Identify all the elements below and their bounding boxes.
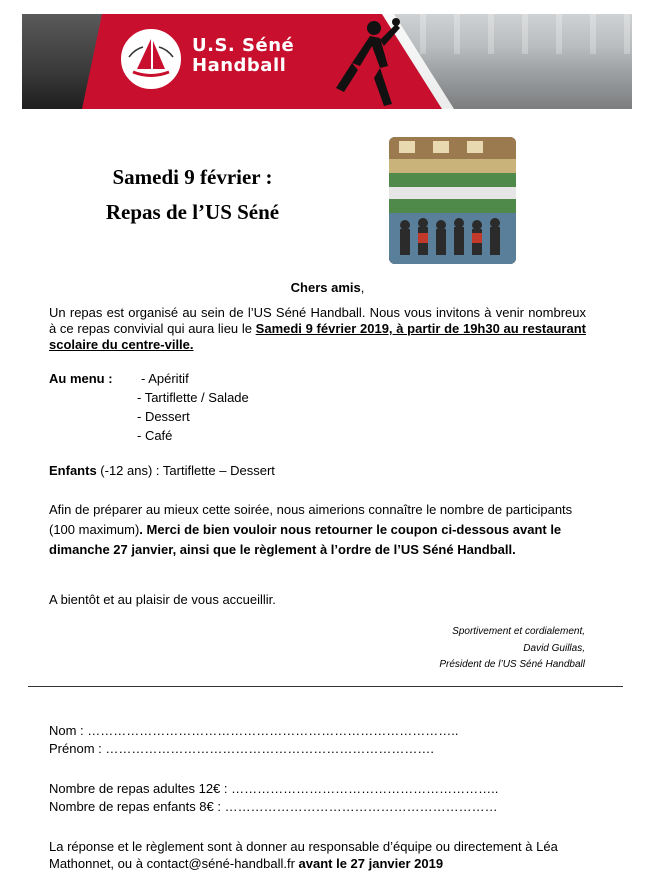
- form-prenom: Prénom : ………………………………………………………………….: [49, 741, 434, 756]
- logo-line1: U.S. Séné: [192, 35, 295, 56]
- form-child-meals: Nombre de repas enfants 8€ : ………………………………………………………: [49, 799, 498, 814]
- greeting: Chers amis,: [290, 280, 365, 295]
- club-name-logo: [192, 36, 294, 76]
- signature-line2: David Guillas,: [523, 643, 585, 654]
- signature-line3: Président de l’US Séné Handball: [439, 659, 585, 670]
- closing-line: A bientôt et au plaisir de vous accueillir.: [49, 592, 276, 607]
- signature-line1: Sportivement et cordialement,: [452, 626, 585, 637]
- menu-label: Au menu :: [49, 371, 113, 386]
- children-menu: Enfants (-12 ans) : Tartiflette – Dessert: [49, 463, 275, 478]
- page-title-line1: Samedi 9 février :: [112, 165, 273, 189]
- player-silhouette-icon: [322, 18, 402, 108]
- menu-item: - Apéritif: [141, 371, 189, 386]
- coupon-divider: [28, 686, 623, 687]
- club-logo-icon: [118, 26, 184, 92]
- menu-item: - Dessert: [137, 409, 190, 424]
- participation-paragraph: Afin de préparer au mieux cette soirée, nous aimerions connaître le nombre de participants (100 maximum). Merci de bien vouloir nous retourner le coupon ci-dessous avant le dimanche 27 janvier, ainsi que le règlement à l’ordre de l’US Séné Handball.: [49, 502, 573, 557]
- form-nom: Nom : …………………………………………………………………………..: [49, 723, 459, 738]
- page-title-line2: Repas de l’US Séné: [105, 200, 280, 224]
- form-adult-meals: Nombre de repas adultes 12€ : ……………………………………………………..: [49, 781, 499, 796]
- menu-item: - Café: [137, 428, 173, 443]
- final-paragraph: La réponse et le règlement sont à donner au responsable d’équipe ou directement à Léa Mathonnet, ou à contact@séné-handball.fr avant le 27 janvier 2019: [49, 839, 558, 871]
- menu-item: - Tartiflette / Salade: [137, 390, 249, 405]
- intro-paragraph: Un repas est organisé au sein de l’US Séné Handball. Nous vous invitons à venir nombreux à ce repas convivial qui aura lieu le Samedi 9 février 2019, à partir de 19h30 au restaurant scolaire du centre-ville.: [49, 305, 586, 352]
- header-banner: [22, 14, 632, 109]
- logo-line2: Handball: [192, 55, 287, 76]
- event-date-highlight: Samedi 9 février 2019, à partir de 19h30 au restaurant scolaire du centre-ville.: [49, 321, 586, 352]
- dinner-photo: [389, 137, 516, 264]
